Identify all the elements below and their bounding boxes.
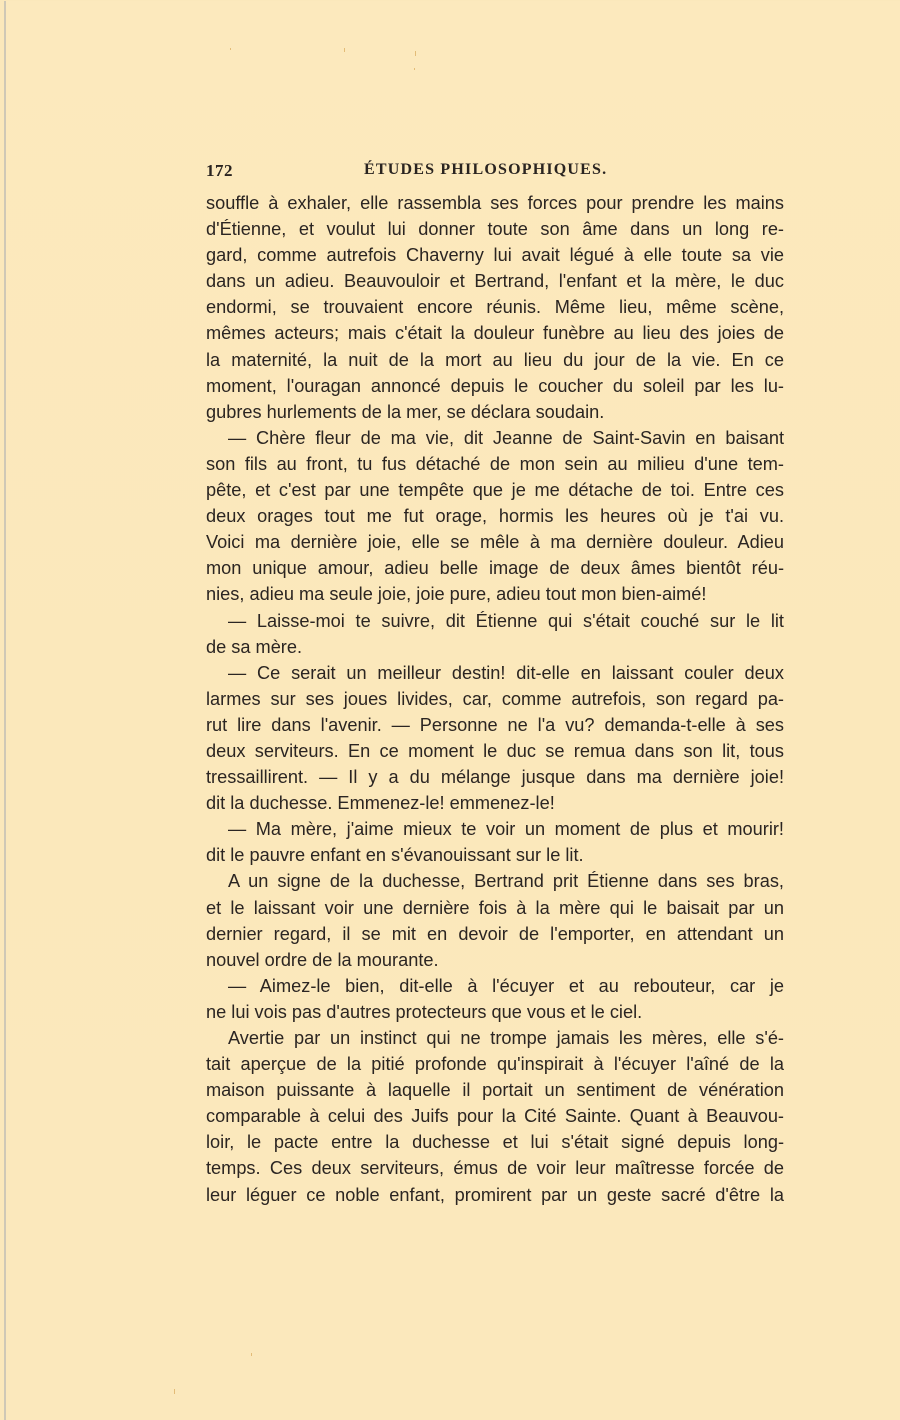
text-line: ne lui vois pas d'autres protecteurs que vous et le ciel.: [206, 1001, 643, 1022]
text-line: — Laisse-moi te suivre, dit Étienne qui s'était couché sur le lit: [228, 610, 784, 631]
text-line: tressaillirent. — Il y a du mélange jusque dans ma dernière joie!: [206, 767, 784, 788]
text-line: deux serviteurs. En ce moment le duc se remua dans son lit, tous: [206, 740, 784, 761]
text-line: son fils au front, tu fus détaché de mon sein au milieu d'une tem-: [206, 453, 784, 474]
paragraph: [206, 1025, 784, 1208]
text-line: dernier regard, il se mit en devoir de l'emporter, en attendant un: [206, 923, 784, 944]
paragraph: [206, 608, 784, 660]
text-line: de sa mère.: [206, 636, 303, 657]
text-line: Voici ma dernière joie, elle se mêle à ma dernière douleur. Adieu: [206, 532, 784, 553]
text-line: maison puissante à laquelle il portait un sentiment de vénération: [206, 1080, 784, 1101]
page-number: 172: [206, 161, 233, 180]
paragraph: [206, 816, 784, 868]
running-title: ÉTUDES PHILOSOPHIQUES.: [364, 161, 608, 178]
book-page: [4, 1, 900, 1420]
paper-speck: [251, 1353, 252, 1356]
text-line: rut lire dans l'avenir. — Personne ne l'a vu? demanda-t-elle à ses: [206, 714, 784, 735]
text-line: tait aperçue de la pitié profonde qu'inspirait à l'écuyer l'aîné de la: [206, 1054, 784, 1075]
text-line: gard, comme autrefois Chaverny lui avait légué à elle toute sa vie: [206, 245, 784, 266]
text-line: et le laissant voir une dernière fois à la mère qui le baisait par un: [206, 897, 784, 918]
text-line: nouvel ordre de la mourante.: [206, 949, 439, 970]
text-line: loir, le pacte entre la duchesse et lui s'était signé depuis long-: [206, 1132, 784, 1153]
body-text: [206, 190, 784, 1208]
running-head: [206, 161, 784, 183]
text-line: larmes sur ses joues livides, car, comme autrefois, son regard pa-: [206, 688, 784, 709]
text-line: dit la duchesse. Emmenez-le! emmenez-le!: [206, 793, 555, 814]
text-line: deux orages tout me fut orage, hormis les heures où je t'ai vu.: [206, 506, 784, 527]
text-line: — Ce serait un meilleur destin! dit-elle en laissant couler deux: [228, 662, 784, 683]
text-line: A un signe de la duchesse, Bertrand prit Étienne dans ses bras,: [228, 871, 784, 892]
paragraph: [206, 660, 784, 817]
text-line: souffle à exhaler, elle rassembla ses forces pour prendre les mains: [206, 193, 784, 213]
text-line: endormi, se trouvaient encore réunis. Même lieu, même scène,: [206, 297, 784, 318]
text-line: moment, l'ouragan annoncé depuis le coucher du soleil par les lu-: [206, 375, 784, 396]
paper-speck: [230, 48, 231, 50]
text-line: nies, adieu ma seule joie, joie pure, adieu tout mon bien-aimé!: [206, 584, 707, 605]
text-line: mêmes acteurs; mais c'était la douleur funèbre au lieu des joies de: [206, 323, 784, 344]
text-line: mon unique amour, adieu belle image de deux âmes bientôt réu-: [206, 558, 784, 579]
text-line: temps. Ces deux serviteurs, émus de voir leur maîtresse forcée de: [206, 1158, 784, 1179]
paragraph: [206, 868, 784, 972]
paragraph: [206, 973, 784, 1025]
text-line: leur léguer ce noble enfant, promirent par un geste sacré d'être la: [206, 1184, 784, 1205]
text-line: comparable à celui des Juifs pour la Cité Sainte. Quant à Beauvou-: [206, 1106, 784, 1127]
text-line: pête, et c'est par une tempête que je me détache de toi. Entre ces: [206, 480, 784, 501]
text-line: Avertie par un instinct qui ne trompe jamais les mères, elle s'é-: [228, 1028, 784, 1048]
paper-speck: [174, 1389, 175, 1394]
paragraph: [206, 425, 784, 608]
text-line: la maternité, la nuit de la mort au lieu du jour de la vie. En ce: [206, 349, 784, 370]
text-line: — Chère fleur de ma vie, dit Jeanne de Saint-Savin en baisant: [228, 427, 784, 448]
text-line: dit le pauvre enfant en s'évanouissant sur le lit.: [206, 845, 584, 866]
paper-speck: [414, 68, 415, 70]
paper-speck: [415, 51, 416, 56]
text-line: dans un adieu. Beauvouloir et Bertrand, l'enfant et la mère, le duc: [206, 271, 784, 292]
text-line: d'Étienne, et voulut lui donner toute son âme dans un long re-: [206, 219, 784, 240]
text-line: — Ma mère, j'aime mieux te voir un moment de plus et mourir!: [228, 819, 784, 840]
paper-speck: [344, 48, 345, 52]
paragraph: [206, 190, 784, 425]
text-line: gubres hurlements de la mer, se déclara soudain.: [206, 401, 605, 422]
text-line: — Aimez-le bien, dit-elle à l'écuyer et au rebouteur, car je: [228, 975, 784, 996]
